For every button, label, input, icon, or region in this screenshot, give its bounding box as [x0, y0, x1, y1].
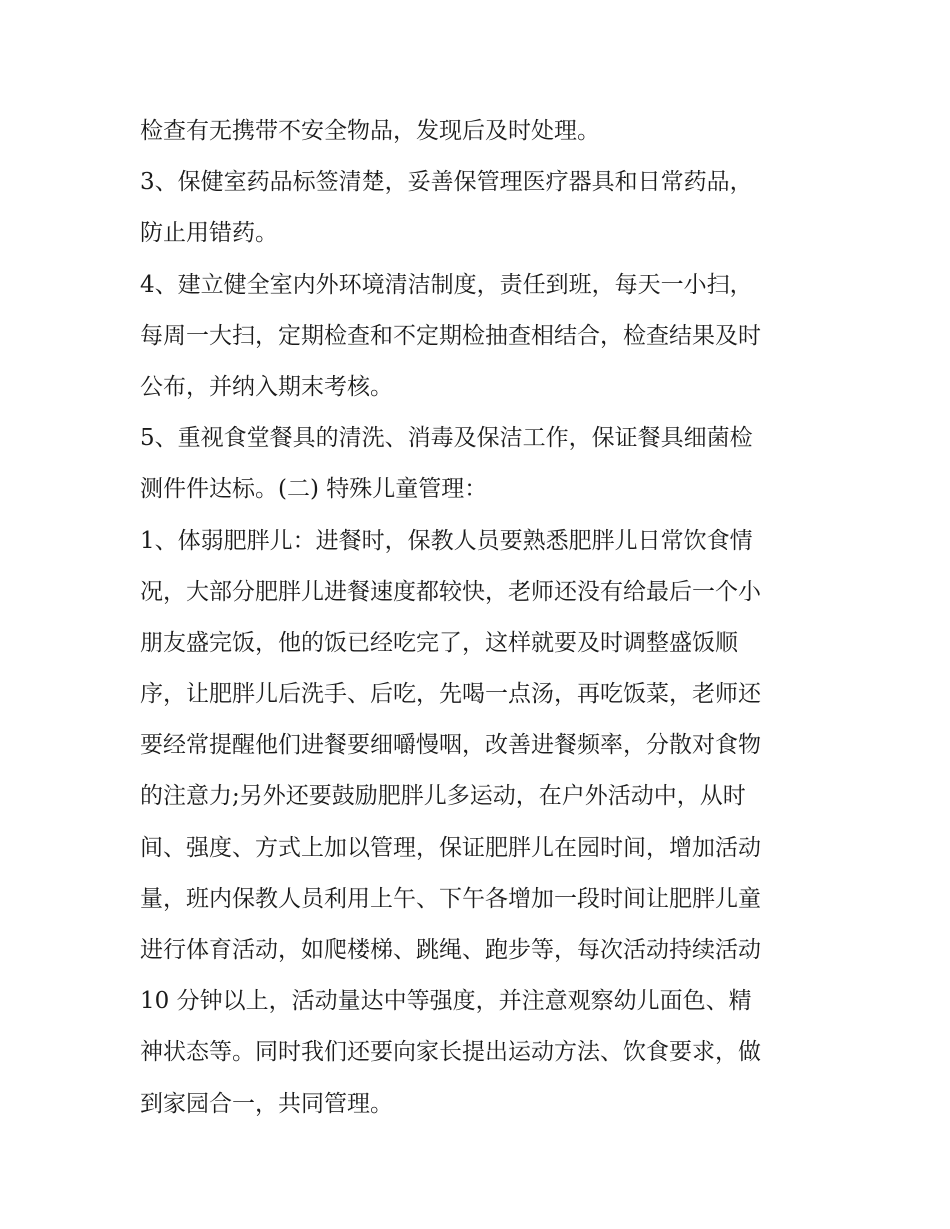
text-line: 要经常提醒他们进餐要细嚼慢咽，改善进餐频率，分散对食物 [140, 732, 761, 759]
text-line: 朋友盛完饭，他的饭已经吃完了，这样就要及时调整盛饭顺 [140, 629, 738, 656]
text-line: 检查有无携带不安全物品，发现后及时处理。 [140, 118, 600, 144]
text-line: 每周一大扫，定期检查和不定期检抽查相结合，检查结果及时 [140, 322, 761, 349]
text-line: 3、保健室药品标签清楚，妥善保管理医疗器具和日常药品， [140, 169, 753, 196]
text-line: 10 分钟以上，活动量达中等强度，并注意观察幼儿面色、精 [140, 988, 752, 1015]
text-line: 况，大部分肥胖儿进餐速度都较快，老师还没有给最后一个小 [140, 578, 761, 605]
text-line: 间、强度、方式上加以管理，保证肥胖儿在园时间，增加活动 [140, 834, 761, 861]
document-body [140, 106, 820, 1130]
text-line: 1、体弱肥胖儿：进餐时，保教人员要熟悉肥胖儿日常饮食情 [140, 527, 753, 554]
text-line: 4、建立健全室内外环境清洁制度，责任到班，每天一小扫， [140, 271, 753, 298]
text-line: 量，班内保教人员利用上午、下午各增加一段时间让肥胖儿童 [140, 885, 761, 912]
text-line: 神状态等。同时我们还要向家长提出运动方法、饮食要求，做 [140, 1039, 761, 1066]
text-line: 公布，并纳入期末考核。 [140, 373, 393, 400]
text-line: 进行体育活动，如爬楼梯、跳绳、跑步等，每次活动持续活动 [140, 937, 761, 963]
text-line: 5、重视食堂餐具的清洗、消毒及保洁工作，保证餐具细菌检 [140, 425, 753, 452]
text-line: 到家园合一，共同管理。 [140, 1090, 393, 1117]
text-line: 序，让肥胖儿后洗手、后吃，先喝一点汤，再吃饭菜，老师还 [140, 681, 761, 708]
text-line: 测件件达标。(二) 特殊儿童管理： [140, 476, 488, 503]
text-line: 的注意力;另外还要鼓励肥胖儿多运动，在户外活动中，从时 [140, 783, 746, 810]
text-line: 防止用错药。 [140, 220, 278, 247]
